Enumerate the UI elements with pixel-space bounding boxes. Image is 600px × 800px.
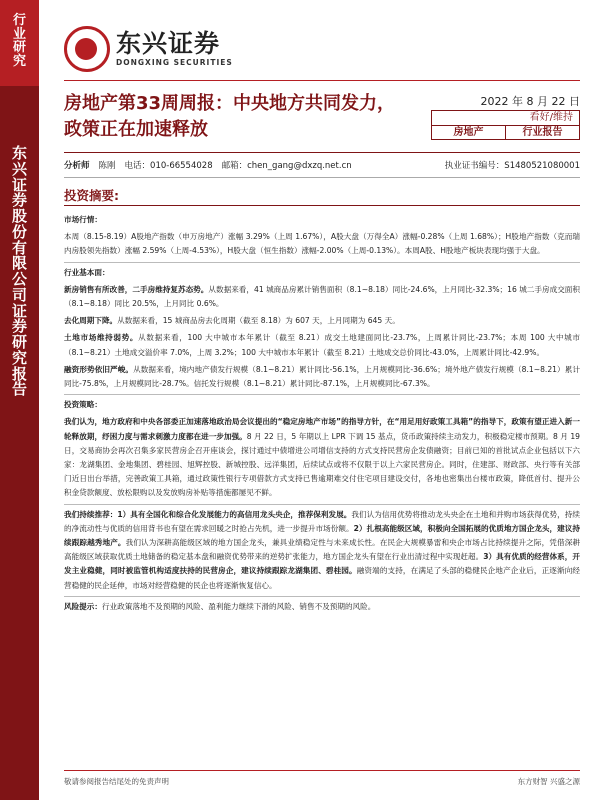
fundamental-item-3: 土地市场维持弱势。从数据来看，100 大中城市本年累计（截至 8.21）成交土地建面同比-23.7%，上周累计同比-23.7%；本周 100 大中城市（8.1~8.21）土地成交溢价率 7.0%，上周 3.2%；100 大中城市本年累计（截至 8.21）土地成交总价同比-43.0%，上周累计同比-42.9%。 bbox=[64, 333, 580, 357]
footer-slogan: 东方财智 兴盛之源 bbox=[517, 777, 580, 786]
footer-divider bbox=[64, 770, 580, 771]
logo-en-text: DONGXING SECURITIES bbox=[116, 58, 233, 67]
divider bbox=[64, 504, 580, 505]
report-type-label: 行业报告 bbox=[522, 127, 563, 138]
left-sidebar bbox=[0, 0, 39, 800]
strategy-paragraph-1: 我们认为，地方政府和中央各部委正加速落地政治局会议提出的“稳定房地产市场”的指导方针，在“用足用好政策工具箱”的指导下，政策有望正进入新一轮释放期，纾困力度与需求刺激力度都在进一步加强。8 月 22 日，5 年期以上 LPR 下调 15 基点，货币政策持续主动发力，积极稳定楼市预期。8 月 19 日，交易商协会再次召集多家民营房企召开座谈会，探讨通过中债增进公司增信支持的方式支持民营房企发债融资；目前已知的首批试点企业包括以下六家：龙湖集团、金地集团、碧桂园、旭辉控股、新城控股、远洋集团，后续试点或将不仅限于以上六家民营房企。同时，住建部、财政部、央行等有关部门近日出台举措，完善政策工具箱，通过政策性银行专项借款方式支持已售逾期难交付住宅项目建设交付，各地也密集出台楼市政策，降低首付、提升公积金贷款额度、放松限购以及发放购房补贴等措施都屡见不鲜。 bbox=[64, 417, 580, 498]
analyst-email[interactable]: chen_gang@dxzq.net.cn bbox=[247, 161, 352, 171]
analyst-role: 分析师 bbox=[64, 161, 90, 171]
analyst-license: S1480521080001 bbox=[504, 161, 580, 171]
sidebar-company-label: 东 兴 证 券 股 份 有 限 公 司 证 券 研 究 报 告 bbox=[11, 144, 27, 399]
fundamental-item-2: 去化周期下降。从数据来看，15 城商品房去化周期（截至 8.18）为 607 天，上月同期为 645 天。 bbox=[64, 316, 400, 326]
industry-label: 房地产 bbox=[432, 126, 506, 140]
risk-paragraph: 风险提示：行业政策落地不及预期的风险、盈利能力继续下滑的风险、销售不及预期的风险。 bbox=[64, 601, 376, 611]
fundamental-heading: 行业基本面： bbox=[64, 267, 110, 277]
rating-box bbox=[431, 110, 580, 140]
report-body bbox=[64, 210, 580, 766]
email-label: 邮箱： bbox=[221, 161, 248, 171]
report-title: 房地产第33周周报：中央地方共同发力， 政策正在加速释放 bbox=[64, 93, 396, 140]
strategy-paragraph-2: 我们持续推荐：1）具有全国化和综合化发展能力的高信用龙头央企，推荐保利发展。我们认为信用优势将推动龙头央企在土地和并购市场获得优势，持续的净流动性与优质的信用背书也有望在需求回暖之时抢占先机，进一步提升市场份额。2）扎根高能级区域，积极向全国拓展的优质地方国企龙头，建议持续跟踪越秀地产。我们认为深耕高能级区域的地方国企龙头，兼具业绩稳定性与未来成长性。在民企大规模暴雷和央企市场占比持续提升之际，凭借深耕高能级区域获取优质土地储备的稳定基本盘和融资优势带来的逆势扩张能力，地方国企龙头有望在行业出清过程中实现赶超。3）具有优质的经营体系，开发主业稳健，同时被监管机构适度扶持的民营房企，建议持续跟踪龙湖集团、碧桂园。融资端的支持，在满足了头部的稳健民企地产企业后，正逐渐向经营稳健的民企延伸，市场对经营稳健的民企也将逐渐恢复信心。 bbox=[64, 509, 580, 590]
divider bbox=[64, 596, 580, 597]
header-divider bbox=[64, 80, 580, 81]
market-paragraph: 本周（8.15-8.19）A股地产指数（申万房地产）涨幅 3.29%（上周 1.67%），A股大盘（万得全A）涨幅-0.28%（上周 1.68%）；H股地产指数（克而瑞内房股领先指数）涨幅 2.59%（上周-4.53%），H股大盘（恒生指数）涨幅-2.00%（上周-0.13%）。本周A股、H股地产板块表现均强于大盘。 bbox=[64, 232, 580, 256]
divider bbox=[64, 262, 580, 263]
analyst-name: 陈刚 bbox=[98, 161, 116, 171]
analyst-divider-top bbox=[64, 152, 580, 153]
analyst-phone: 010-66554028 bbox=[150, 161, 213, 171]
analyst-divider-bottom bbox=[64, 177, 580, 178]
license-label: 执业证书编号： bbox=[444, 161, 505, 171]
strategy-heading: 投资策略： bbox=[64, 400, 102, 410]
sidebar-category-label: 行 业 研 究 bbox=[12, 13, 26, 69]
section-title: 投资摘要: bbox=[64, 188, 119, 203]
rating-value: 看好/维持 bbox=[432, 111, 579, 126]
section-divider bbox=[64, 205, 580, 206]
footer-disclaimer: 敬请参阅报告结尾处的免责声明 bbox=[64, 777, 169, 786]
phone-label: 电话： bbox=[124, 161, 151, 171]
fundamental-item-4: 融资形势依旧严峻。从数据来看，境内地产债发行规模（8.1~8.21）累计同比-56.1%，上月规模同比-36.6%；境外地产债发行规模（8.1~8.21）累计同比-75.8%，上月规模同比-28.7%。信托发行规模（8.1~8.21）累计同比-87.1%，上月规模同比-67.3%。 bbox=[64, 364, 580, 389]
analyst-info bbox=[64, 159, 580, 171]
logo-cn-text: 东兴证券 bbox=[116, 29, 221, 58]
market-heading: 市场行情： bbox=[64, 215, 102, 224]
logo-icon bbox=[64, 26, 110, 72]
fundamental-item-1: 新房销售有所改善，二手房维持复苏态势。从数据来看，41 城商品房累计销售面积（8.1~8.18）同比-24.6%，上月同比-32.3%；16 城二手房成交面积（8.1~8.18）同比 20.5%，上月同比 0.6%。 bbox=[64, 284, 580, 309]
divider bbox=[64, 394, 580, 395]
report-date: 2022 年 8 月 22 日 bbox=[480, 95, 580, 108]
company-logo bbox=[64, 26, 233, 72]
